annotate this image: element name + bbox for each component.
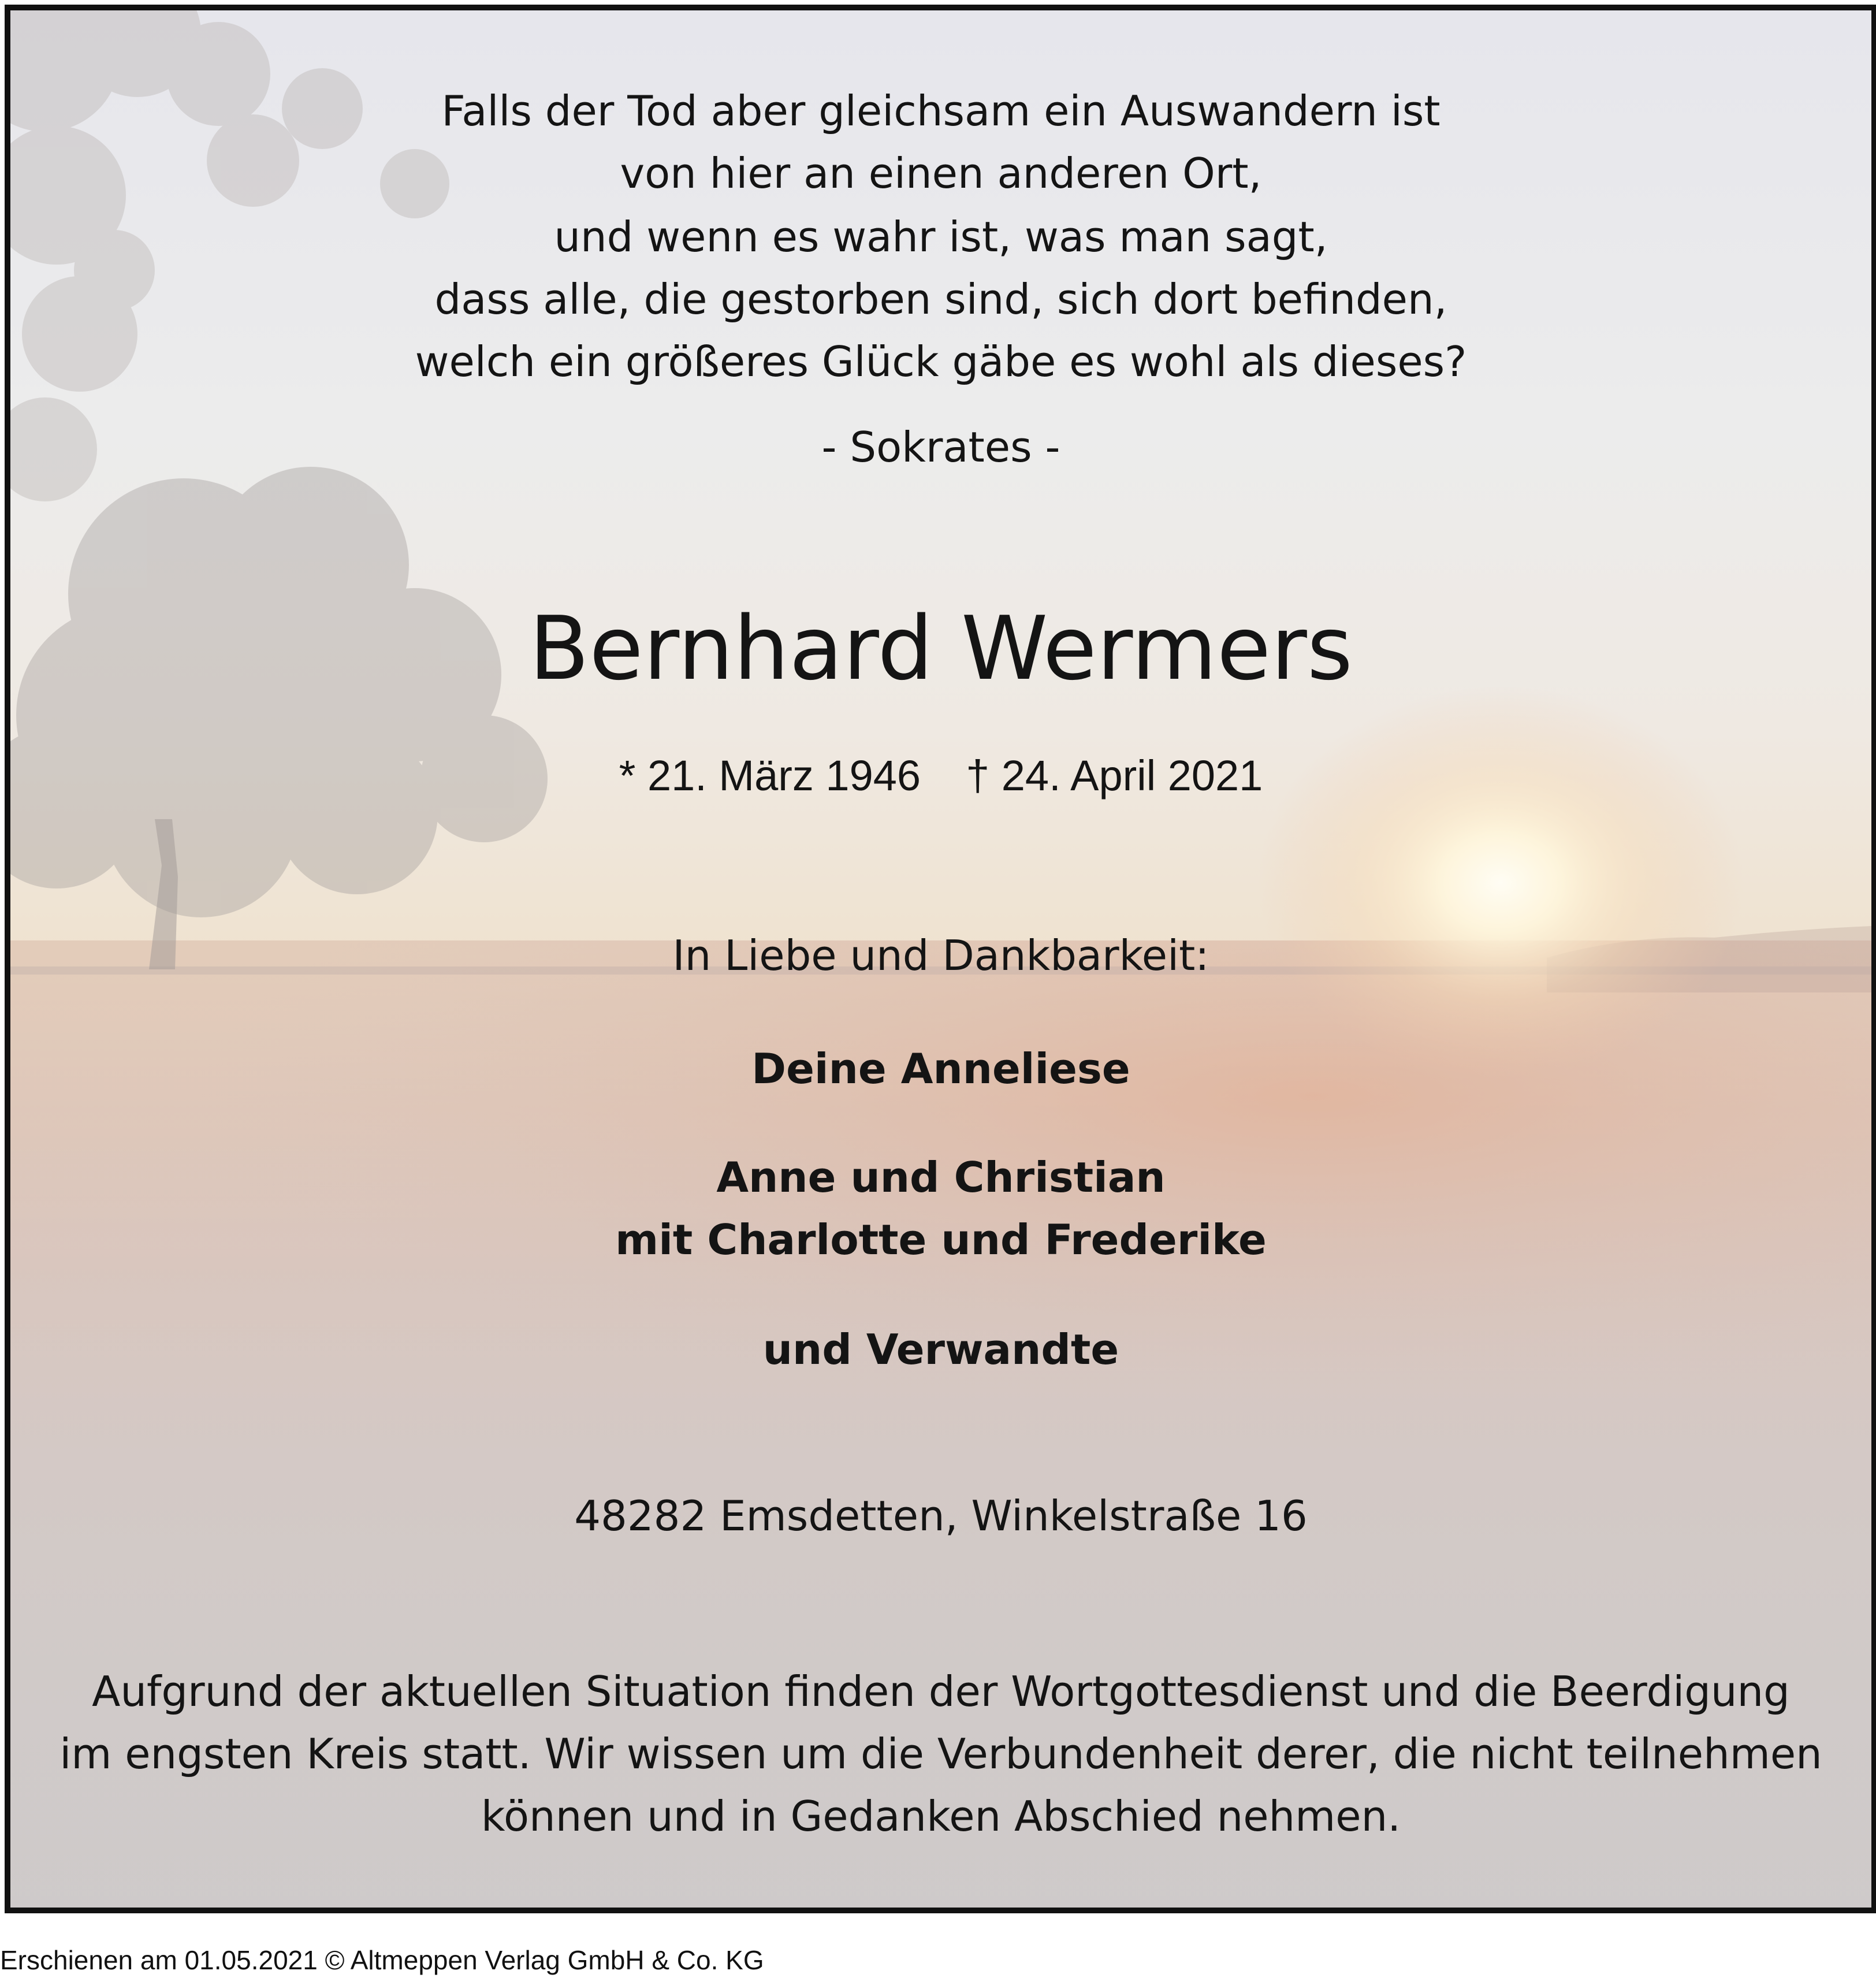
birth-date: * 21. März 1946 bbox=[619, 752, 921, 800]
mourner-name: Deine Anneliese bbox=[751, 1044, 1130, 1093]
quote-author: - Sokrates - bbox=[821, 423, 1060, 471]
death-date: † 24. April 2021 bbox=[966, 752, 1263, 800]
mourner-name: und Verwandte bbox=[762, 1325, 1119, 1374]
quote-line: welch ein größeres Glück gäbe es wohl als dieses? bbox=[415, 337, 1467, 386]
quote-line: Falls der Tod aber gleichsam ein Auswandern ist bbox=[441, 87, 1440, 135]
mourning-intro: In Liebe und Dankbarkeit: bbox=[672, 931, 1209, 980]
quote-line: und wenn es wahr ist, was man sagt, bbox=[554, 213, 1328, 261]
closing-text-line: im engsten Kreis statt. Wir wissen um die Verbundenheit derer, die nicht teilnehmen bbox=[59, 1730, 1822, 1778]
mourner-name: mit Charlotte und Frederike bbox=[615, 1215, 1267, 1264]
deceased-name: Bernhard Wermers bbox=[528, 597, 1353, 700]
closing-text-line: können und in Gedanken Abschied nehmen. bbox=[481, 1792, 1401, 1841]
address: 48282 Emsdetten, Winkelstraße 16 bbox=[574, 1492, 1308, 1540]
mourner-name: Anne und Christian bbox=[716, 1153, 1166, 1202]
life-dates bbox=[10, 751, 1871, 800]
quote-line: von hier an einen anderen Ort, bbox=[620, 149, 1262, 198]
quote-line: dass alle, die gestorben sind, sich dort befinden, bbox=[434, 275, 1447, 324]
publication-credit: Erschienen am 01.05.2021 © Altmeppen Verlag GmbH & Co. KG bbox=[0, 1945, 764, 1975]
closing-text-line: Aufgrund der aktuellen Situation finden der Wortgottesdienst und die Beerdigung bbox=[92, 1667, 1790, 1716]
obituary-notice bbox=[5, 5, 1876, 1913]
